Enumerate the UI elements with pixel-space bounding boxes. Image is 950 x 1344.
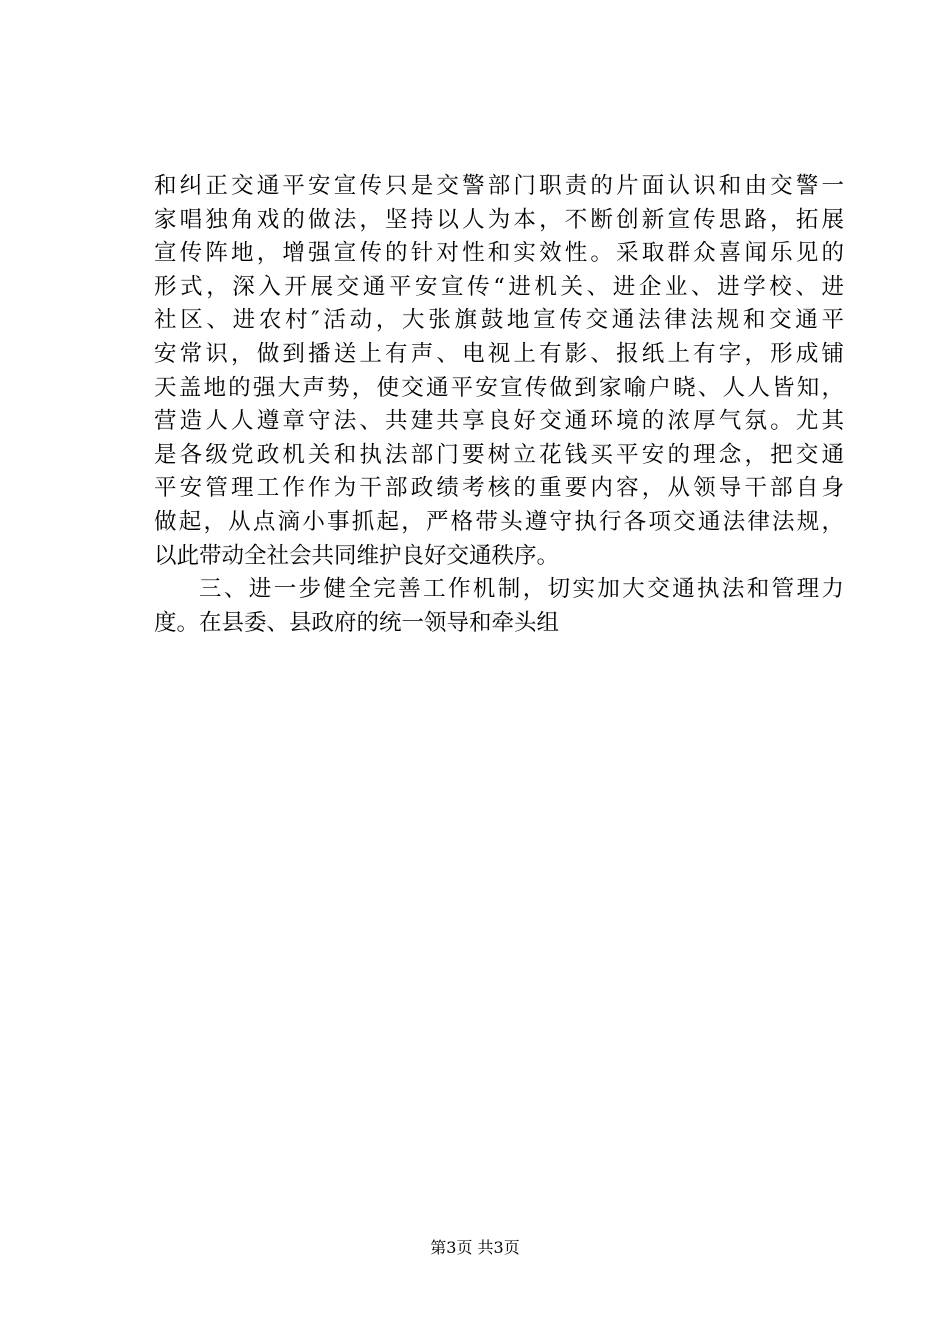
paragraph-line: 天盖地的强大声势，使交通平安宣传做到家喻户晓、人人皆知，	[154, 374, 844, 401]
paragraph-line: 平安管理工作作为干部政绩考核的重要内容，从领导干部自身	[154, 475, 844, 502]
paragraph-line: 家唱独角戏的做法，坚持以人为本，不断创新宣传思路，拓展	[154, 206, 844, 233]
document-body	[154, 170, 844, 640]
paragraph-line: 度。在县委、县政府的统一领导和牵头组	[154, 609, 560, 636]
page-number-footer: 第3页 共3页	[430, 1238, 520, 1257]
paragraph-line: 社区、进农村″活动，大张旗鼓地宣传交通法律法规和交通平	[154, 307, 844, 334]
paragraph-line: 和纠正交通平安宣传只是交警部门职责的片面认识和由交警一	[154, 173, 844, 199]
paragraph-1	[154, 170, 844, 573]
paragraph-line: 以此带动全社会共同维护良好交通秩序。	[154, 542, 560, 569]
paragraph-line: 安常识，做到播送上有声、电视上有影、报纸上有字，形成铺	[154, 340, 844, 367]
paragraph-line: 三、进一步健全完善工作机制，切实加大交通执法和管理力	[199, 576, 844, 603]
paragraph-2	[154, 573, 844, 640]
paragraph-line: 营造人人遵章守法、共建共享良好交通环境的浓厚气氛。尤其	[154, 408, 844, 435]
paragraph-line: 宣传阵地，增强宣传的针对性和实效性。采取群众喜闻乐见的	[154, 240, 844, 267]
paragraph-line: 做起，从点滴小事抓起，严格带头遵守执行各项交通法律法规，	[154, 508, 844, 535]
paragraph-line: 形式，深入开展交通平安宣传“进机关、进企业、进学校、进	[154, 273, 844, 300]
paragraph-line: 是各级党政机关和执法部门要树立花钱买平安的理念，把交通	[154, 441, 844, 468]
